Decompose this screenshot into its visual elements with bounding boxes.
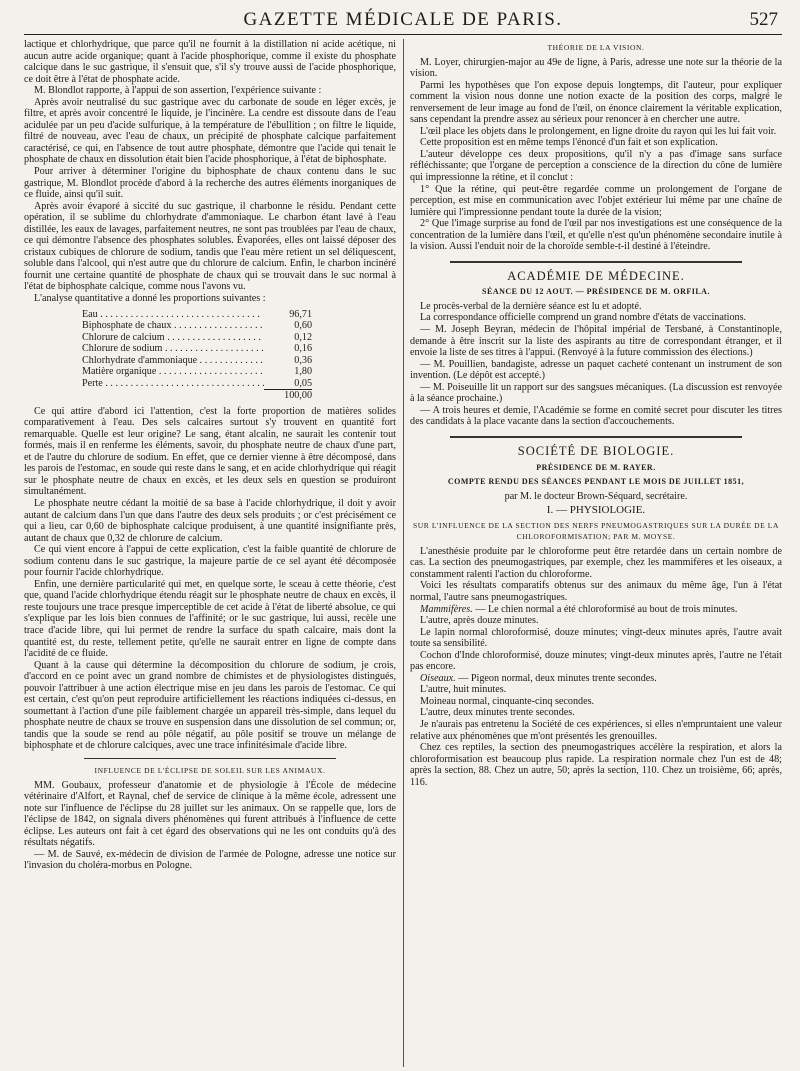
paragraph: — M. de Sauvé, ex-médecin de division de l'armée de Pologne, adresse une notice sur l'invasion du choléra-morbus en Pologne. [24, 848, 396, 872]
table-label: Chlorure de calcium . . . [82, 332, 264, 344]
paragraph: Voici les résultats comparatifs obtenus sur des animaux du même âge, l'un à l'état normal, l'autre sans pneumogastriques. [410, 580, 782, 603]
society-title: SOCIÉTÉ DE BIOLOGIE. [517, 443, 675, 458]
paragraph: lactique et chlorhydrique, que parce qu'il ne fournit à la distillation ni acide acétique, ni aucun autre acide organique; quant à l'acide phosphorique, comme il existe du phosphate calcique dans le suc gastrique, il s'ensuit que, s'il s'y trouve aussi de l'acide phosphorique, ce doit être à l'état de phosphate acide. [24, 39, 396, 85]
table-label: Biphosphate de chaux . . . [82, 320, 264, 332]
paragraph: Enfin, une dernière particularité qui met, en quelque sorte, le sceau à cette théorie, c'est que, quand l'acide chlorhydrique étendu réagit sur le phosphate neutre de chaux en excès, il reste toujours une trace presque imperceptible de cet acide à l'état de liberté absolue, ce qui s'explique par les lois bien connues de l'affinité; or le suc gastrique, lui aussi, recèle une trace d'acide libre, qui lui permet de rendre la surface du spath calcaire, mais dont la quantité est, du reste, tellement petite, qu'elle ne saurait entrer en ligne de compte dans l'acidité de ce fluide. [24, 578, 396, 660]
right-column [410, 39, 782, 1067]
paragraph: Moineau normal, cinquante-cinq secondes. [420, 695, 595, 707]
table-value: 0,12 [294, 331, 312, 343]
paragraph: Cette proposition est en même temps l'énoncé d'un fait et son explication. [420, 137, 718, 149]
table-value: 1,80 [294, 366, 312, 378]
paragraph: Je n'aurais pas entretenu la Société de ces expériences, si elles n'empruntaient une valeur relative aux phénomènes que m'ont présentés les grenouilles. [410, 718, 782, 742]
paragraph: L'anesthésie produite par le chloroforme peut être retardée dans un certain nombre de cas. La section des pneumogastriques, par exemple, chez les mammifères et les oiseaux, a constamment ralenti l'action du chloroforme. [410, 545, 782, 580]
paragraph: Le procès-verbal de la dernière séance est lu et adopté. [420, 300, 642, 312]
paragraph: Le phosphate neutre cédant la moitié de sa base à l'acide chlorhydrique, il doit y avoir autant de calcium dans l'un que dans l'autre des deux sels produits ; or c'est précisément ce qui a lieu, car 0,60 de biphosphate calcique produisent, à une quantité insignifiante près, autant de chaux que 0,32 de chlorure de calcium. [24, 498, 396, 544]
paragraph: Pour arriver à déterminer l'origine du biphosphate de chaux contenu dans le suc gastrique, M. Blondlot procède d'abord à la recherche des autres éléments inorganiques de ce fluide, ainsi qu'il suit. [24, 166, 396, 201]
paragraph: Chez ces reptiles, la section des pneumogastriques accélère la respiration, et alors la chloroformisation est beaucoup plus rapide. La respiration normale chez l'un est de 48; après la section, 88. Chez un autre, 50; après la section, 110. Chez un troisième, 66; après, 116. [410, 742, 782, 788]
table-row [82, 378, 312, 390]
table-label: Chlorhydrate d'ammoniaque . . . [82, 355, 264, 367]
paragraph: — M. Pouillien, bandagiste, adresse un paquet cacheté contenant un instrument de son invention. (Le dépôt est accepté.) [410, 358, 782, 382]
table-value: 96,71 [289, 308, 312, 320]
paragraph: Parmi les hypothèses que l'on expose depuis longtemps, dit l'auteur, pour expliquer comment la vision nous donne une notion exacte de la position des corps, malgré le renversement de leur image au fond de l'œil, on énonce clairement la véritable explication, sans cependant la prendre assez au sérieux pour renoncer à en chercher une autre. [410, 79, 782, 126]
presidence-title: PRÉSIDENCE DE M. RAYER. [536, 462, 656, 472]
paragraph [410, 673, 782, 685]
table-row [82, 332, 312, 344]
paragraph-text: — Pigeon normal, deux minutes trente secondes. [455, 672, 657, 684]
paragraph: L'autre, après douze minutes. [420, 615, 539, 627]
paragraph: L'autre, huit minutes. [420, 684, 507, 696]
table-row [82, 320, 312, 332]
paragraph: Après avoir neutralisé du suc gastrique avec du carbonate de soude en léger excès, je filtre, et après avoir concentré le liquide, je l'incinère. La cendre est dissoute dans de l'eau acidulée par un peu d'acide sulfurique, à la température de l'ébullition ; on filtre le liquide, filtré de nouveau, avec l'eau de chaux, un précipité de phosphate calcique parfaitement caractérisé, ce qui, en l'absence de tout autre phosphate, démontre que l'acide qui tenait le phosphate de chaux en dissolution était bien l'acide phosphorique, à l'état de biphosphate. [24, 96, 396, 166]
paragraph: L'analyse quantitative a donné les proportions suivantes : [34, 293, 266, 305]
table-value: 0,36 [294, 354, 312, 366]
section-rule [84, 758, 336, 759]
paragraph: Ce qui vient encore à l'appui de cette explication, c'est la faible quantité de chlorure de sodium contenu dans le suc gastrique, la majeure partie de ce sel ayant été décomposée pour fournir l'acide chlorhydrique. [24, 544, 396, 579]
paragraph: L'autre, deux minutes trente secondes. [420, 707, 575, 719]
paragraph: Le lapin normal chloroformisé, douze minutes; vingt-deux minutes après, l'autre avait toute sa sensibilité. [410, 626, 782, 650]
paragraph-text: — Le chien normal a été chloroformisé au bout de trois minutes. [472, 603, 738, 615]
table-label: Chlorure de sodium . . . [82, 343, 264, 355]
compte-rendu-title: COMPTE RENDU DES SÉANCES PENDANT LE MOIS DE JUILLET 1851, [447, 477, 745, 487]
paragraph: — A trois heures et demie, l'Académie se forme en comité secret pour discuter les titres des candidats à la place vacante dans la section d'accouchements. [410, 404, 782, 428]
paragraph: La correspondance officielle comprend un grand nombre d'états de vaccinations. [420, 312, 747, 324]
table-row [82, 309, 312, 321]
paragraph: Quant à la cause qui détermine la décomposition du chlorure de sodium, je crois, d'accord en ce point avec un grand nombre de chimistes et de physiologistes distingués, pouvoir l'attribuer à une action électrique mise en jeu dans les parois de l'estomac. Ce qui est certain, c'est qu'on peut reproduire artificiellement les réactions indiquées ci-dessus, en soumettant à l'action d'une pile faiblement chargée un appareil très-simple, dans lequel du phosphate neutre de chaux se trouve en suspension dans une dissolution de sel commun; or, tandis que la soude se rend au pôle négatif, au pôle positif se trouve un mélange de biphosphate et de chlorure calciques, avec une trace infinitésimale d'acide libre. [24, 659, 396, 752]
table-row [82, 343, 312, 355]
paragraph: 1° Que la rétine, qui peut-être regardée comme un prolongement de l'organe de perception, est mise en communication avec l'objet extérieur lui même par une chaîne de lumière qui l'impressionne pendant toute la durée de la vision; [410, 183, 782, 218]
paragraph: L'auteur développe ces deux propositions, qu'il n'y a pas d'image sans surface réfléchissante; que l'organe de perception a conscience de la direction du cône de lumière qui impressionne la rétine, et il conclut : [410, 148, 782, 184]
table-value: 0,16 [294, 343, 312, 355]
page-number: 527 [749, 9, 778, 30]
paragraph: Ce qui attire d'abord ici l'attention, c'est la forte proportion de matières solides comparativement à l'eau. Des sels calcaires surtout s'y trouvent en quantité fort remarquable. Quelle est leur origine? Le sang, étant alcalin, ne saurait les contenir tout formés, mais il en renferme les éléments, savoir, du phosphate neutre de chaux d'une part, et de l'autre du chlorure de sodium. En effet, que ce dernier vienne à être décomposé, dans les parois de l'estomac, en soude qui reste dans le sang, et en acide chlorhydrique qui réagit sur le phosphate neutre de chaux en excès, et les deux sels en question se produiront simultanément. [24, 405, 396, 498]
table-value: 0,60 [294, 320, 312, 332]
seance-title: SÉANCE DU 12 AOUT. — PRÉSIDENCE DE M. ORFILA. [482, 287, 710, 297]
subsection-title: SUR L'INFLUENCE DE LA SECTION DES NERFS PNEUMOGASTRIQUES SUR LA DURÉE DE LA CHLOROFORMISATION; PAR M. MOYSE. [413, 520, 779, 542]
section-title: THÉORIE DE LA VISION. [547, 43, 645, 52]
paragraph: 2° Que l'image surprise au fond de l'œil par nos investigations est une conséquence de la concentration de la lumière dans l'œil, et qu'elle n'est qu'un phénomène secondaire inutile à la vision. Aussi l'enduit noir de la choroïde semble-t-il destiné à l'éteindre. [410, 218, 782, 253]
paragraph: Cochon d'Inde chloroformisé, douze minutes; vingt-deux minutes après, l'autre ne l'était pas encore. [410, 649, 782, 673]
table-row [82, 355, 312, 367]
analysis-table [82, 309, 312, 402]
paragraph: — M. Poiseuille lit un rapport sur des sangsues mécaniques. (La discussion est renvoyée à la séance prochaine.) [410, 381, 782, 405]
paragraph: L'œil place les objets dans le prolongement, en ligne droite du rayon qui les lui fait voir. [420, 125, 777, 137]
secretary-line: par M. le docteur Brown-Séquard, secrétaire. [504, 490, 688, 502]
page-header [24, 8, 782, 35]
section-rule [450, 261, 742, 263]
paragraph: M. Loyer, chirurgien-major au 49e de ligne, à Paris, adresse une note sur la théorie de la vision. [410, 56, 782, 80]
column-divider [403, 39, 404, 1067]
table-label: Eau . . . [82, 309, 264, 321]
left-column [24, 39, 396, 1067]
columns [24, 39, 782, 1067]
table-label: Perte . . . [82, 378, 264, 390]
paragraph: M. Blondlot rapporte, à l'appui de son assertion, l'expérience suivante : [34, 85, 322, 97]
lead-term: Mammifères. [420, 603, 473, 615]
paragraph: MM. Goubaux, professeur d'anatomie et de physiologie à l'École de médecine vétérinaire d'Alfort, et Raynal, chef de service de clinique à la même école, adressent une note sur l'influence de l'éclipse du 28 juillet sur les animaux. On se rappelle que, lors de l'éclipse de 1842, on signala divers phénomènes qui furent attribués à l'influence de cette éclipse. Les auteurs ont fait à cet égard des observations qui ne les ont conduits qu'à des résultats négatifs. [24, 779, 396, 849]
physiology-title: I. — PHYSIOLOGIE. [546, 504, 646, 517]
table-value: 0,05 [294, 377, 312, 389]
masthead: GAZETTE MÉDICALE DE PARIS. [243, 9, 563, 30]
table-total: 100,00 [264, 389, 312, 402]
paragraph [410, 604, 782, 616]
section-title: INFLUENCE DE L'ÉCLIPSE DE SOLEIL SUR LES ANIMAUX. [94, 766, 326, 776]
table-row [82, 366, 312, 378]
section-rule [450, 436, 742, 438]
table-label: Matière organique . . . [82, 366, 264, 378]
paragraph: Après avoir évaporé à siccité du suc gastrique, il charbonne le résidu. Pendant cette opération, il se sublime du chlorhydrate d'ammoniaque. Le charbon étant lavé à l'eau distillée, les eaux de lavages, parfaitement neutres, ne sont pas troublées par l'eau de chaux, ce qui démontre l'absence des phosphates solubles. Évaporées, elles ont laissé déposer des cristaux cubiques de chlorure de sodium, tandis que l'eau mère retient un sel déliquescent, soluble dans l'alcool, qui n'est autre que du chlorure de calcium. Enfin, le charbon incinéré fournit une certaine quantité de phosphate de chaux qui se trouvait dans le suc normal à l'état de biphosphate calcique, comme nous l'avons vu. [24, 200, 396, 293]
lead-term: Oiseaux. [420, 672, 456, 684]
paragraph: — M. Joseph Beyran, médecin de l'hôpital impérial de Tersbané, à Constantinople, demande à être inscrit sur la liste des aspirants au titre de correspondant étranger, et il envoie la liste de ses titres à l'appui. (Renvoyé à la future commission des élections.) [410, 324, 782, 359]
academy-title: ACADÉMIE DE MÉDECINE. [507, 268, 685, 283]
